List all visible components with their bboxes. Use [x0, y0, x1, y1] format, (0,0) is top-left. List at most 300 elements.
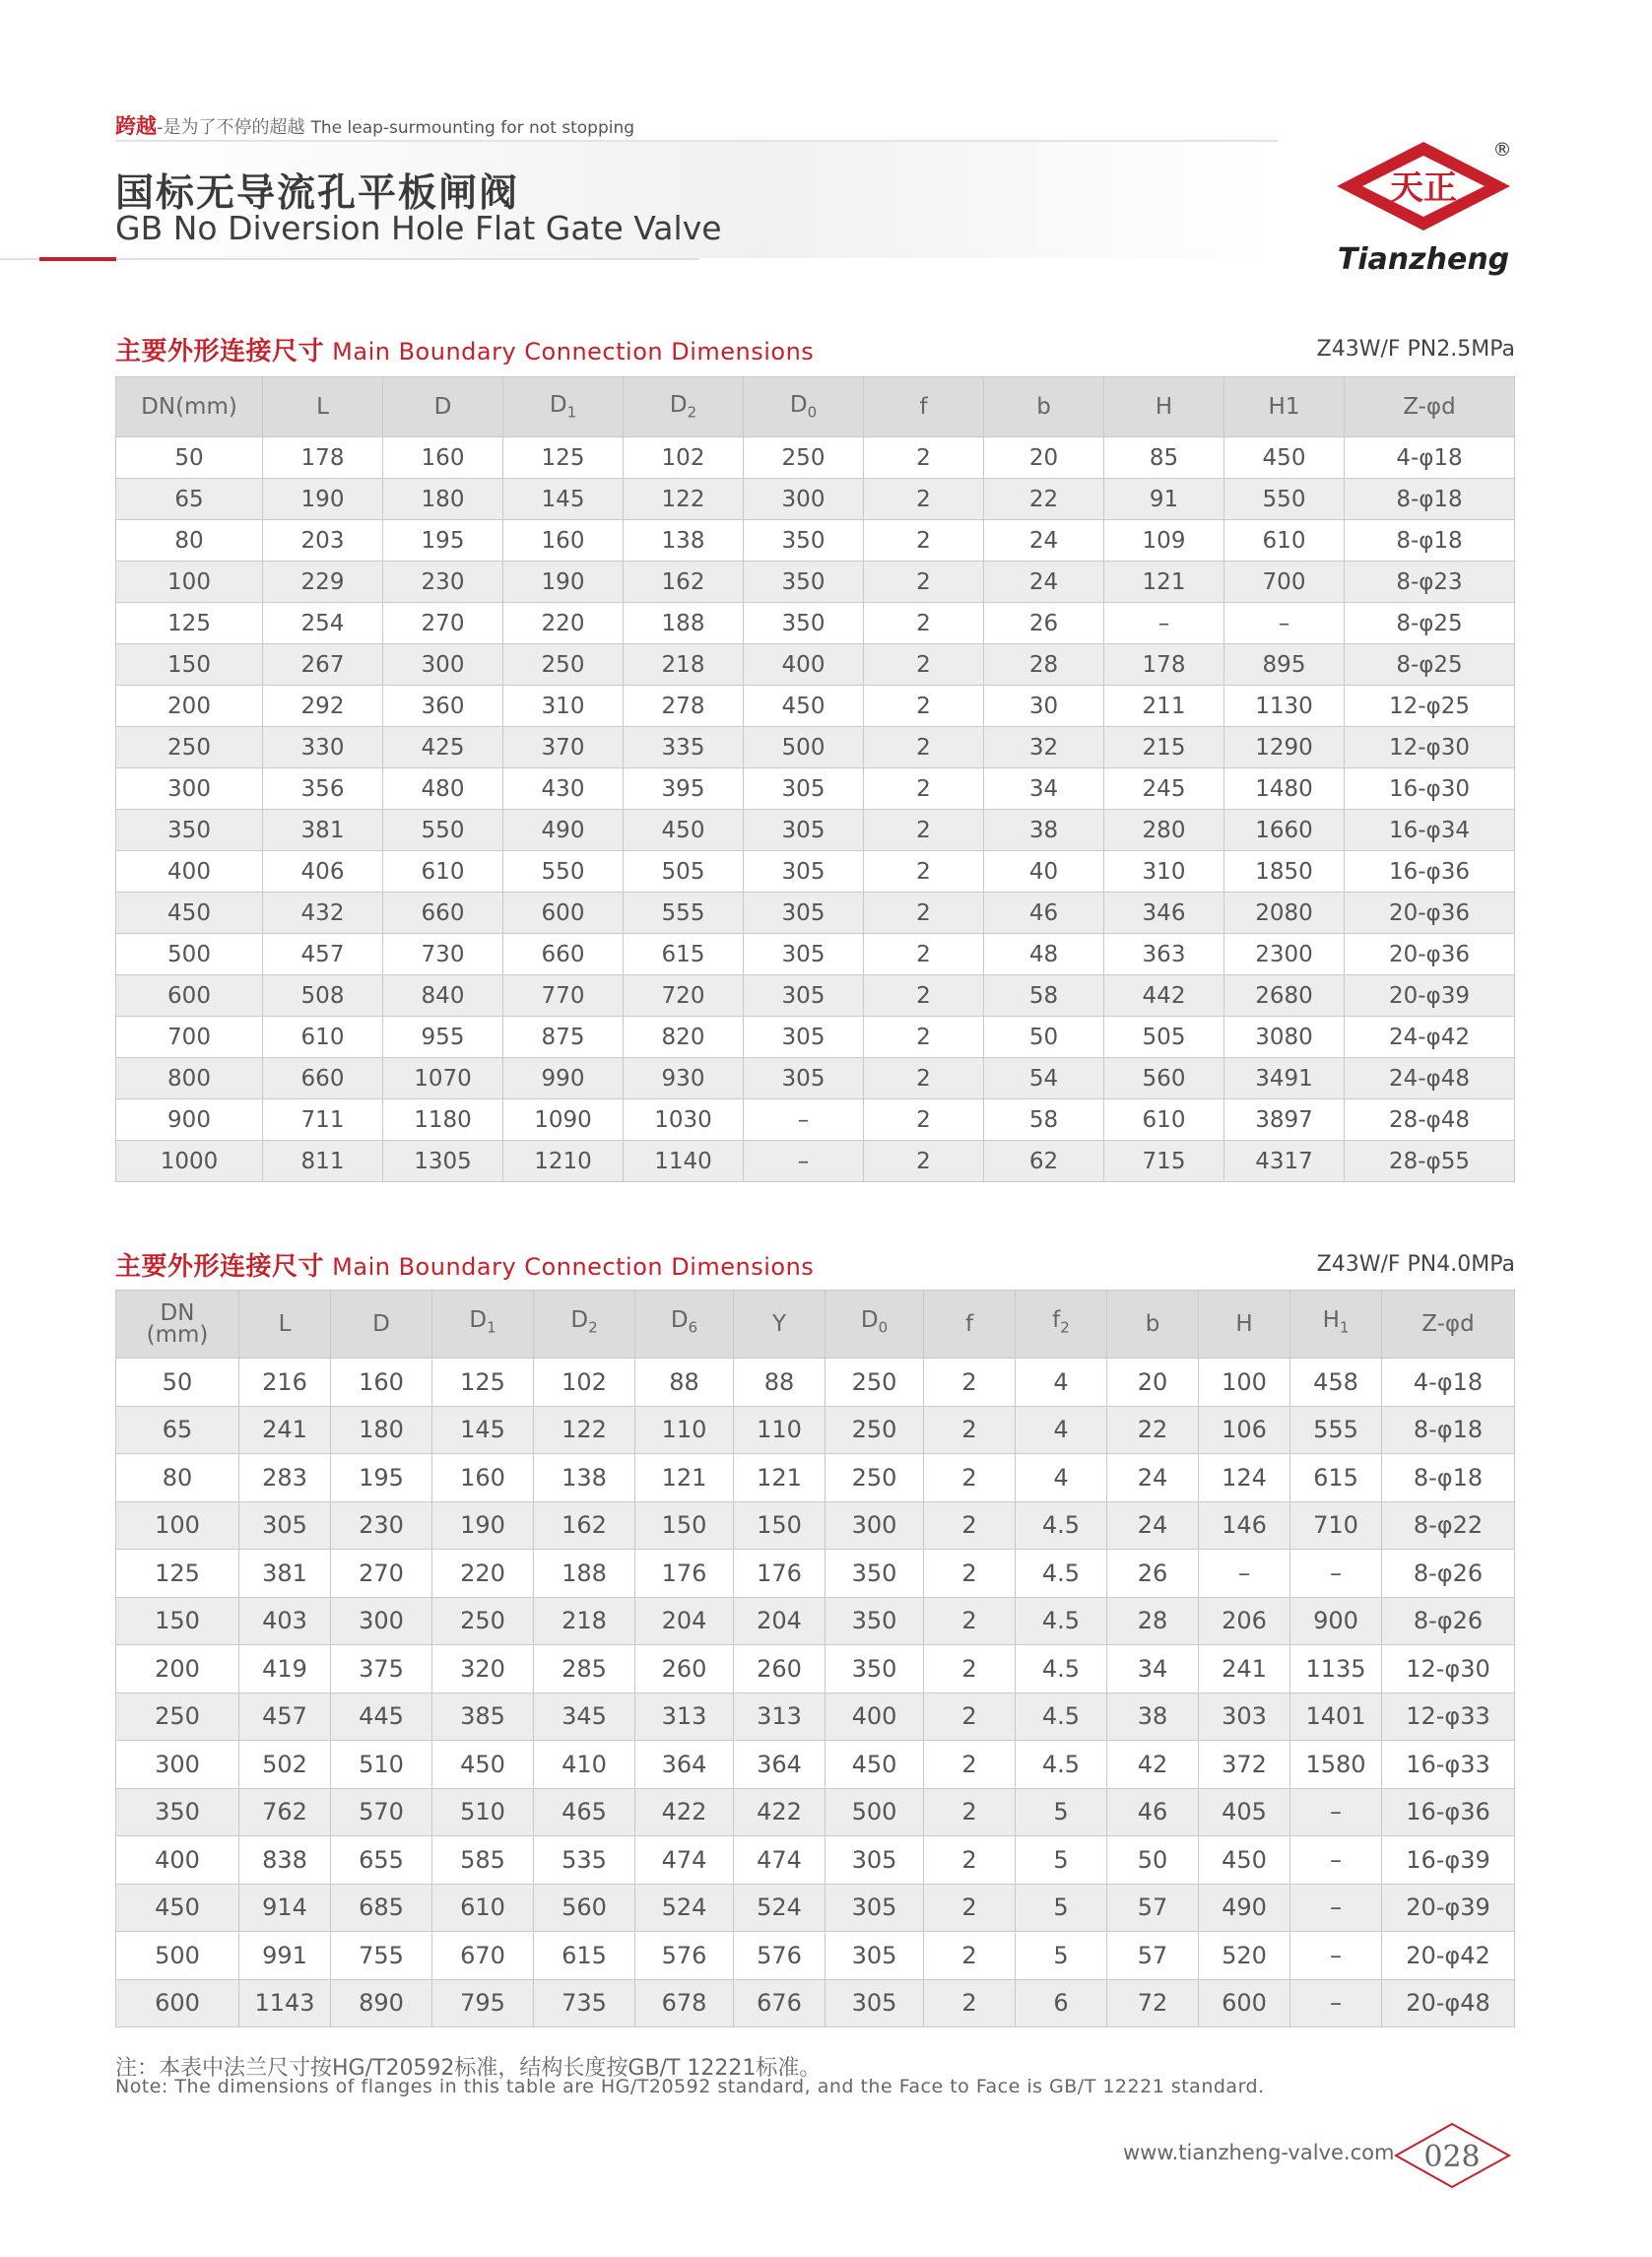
table-cell: 150: [116, 1597, 239, 1645]
table-cell: 610: [1104, 1099, 1224, 1141]
table-cell: 615: [1290, 1454, 1382, 1502]
table-cell: 465: [534, 1788, 635, 1836]
table-cell: 254: [263, 603, 383, 644]
table-cell: 735: [534, 1979, 635, 2027]
table-row: [116, 810, 1515, 851]
table-cell: 615: [624, 934, 744, 975]
table-row: [116, 1099, 1515, 1141]
table-cell: 1030: [624, 1099, 744, 1141]
table-cell: 88: [635, 1359, 734, 1407]
table-cell: 500: [116, 934, 263, 975]
table-cell: 260: [635, 1645, 734, 1693]
table-cell: 8-φ18: [1345, 520, 1515, 562]
table-cell: 313: [734, 1693, 826, 1741]
table-cell: 560: [1104, 1058, 1224, 1099]
column-header-label: D: [670, 1307, 689, 1334]
table-cell: 200: [116, 1645, 239, 1693]
slogan-cn: -是为了不停的超越: [157, 117, 305, 138]
table-cell: 811: [263, 1141, 383, 1182]
table-row: [116, 1550, 1515, 1598]
table-cell: 122: [624, 479, 744, 520]
table-cell: 46: [984, 893, 1104, 934]
table-cell: 450: [1224, 437, 1345, 479]
table-cell: 1580: [1290, 1741, 1382, 1789]
section1-heading: [115, 331, 814, 367]
column-header-subscript: 0: [878, 1318, 889, 1337]
table-cell: 230: [331, 1501, 432, 1550]
table-cell: 125: [116, 1550, 239, 1598]
table-cell: 65: [116, 1406, 239, 1454]
table-cell: 12-φ33: [1382, 1693, 1515, 1741]
table-row: [116, 768, 1515, 810]
table-cell: 615: [534, 1932, 635, 1980]
table-cell: 34: [1107, 1645, 1199, 1693]
table-cell: 660: [503, 934, 624, 975]
table-cell: 16-φ33: [1382, 1741, 1515, 1789]
table-cell: 190: [263, 479, 383, 520]
table-cell: 22: [1107, 1406, 1199, 1454]
table-cell: 458: [1290, 1359, 1382, 1407]
table-cell: 220: [503, 603, 624, 644]
table-cell: 346: [1104, 893, 1224, 934]
table-cell: 4317: [1224, 1141, 1345, 1182]
note-cn: 注：本表中法兰尺寸按HG/T20592标准，结构长度按GB/T 12221标准。: [115, 2056, 822, 2081]
table-cell: 218: [534, 1597, 635, 1645]
table-cell: 895: [1224, 644, 1345, 686]
table-cell: 1480: [1224, 768, 1345, 810]
table-cell: 350: [116, 810, 263, 851]
table-cell: –: [1199, 1550, 1290, 1598]
table-cell: 150: [734, 1501, 826, 1550]
table-cell: 1130: [1224, 686, 1345, 727]
table-cell: 405: [1199, 1788, 1290, 1836]
table-cell: 3080: [1224, 1017, 1345, 1058]
table-cell: 2: [924, 1597, 1016, 1645]
table-cell: 685: [331, 1884, 432, 1932]
column-header-label: D: [433, 394, 452, 420]
table-row: [116, 686, 1515, 727]
table-cell: 2: [924, 1550, 1016, 1598]
table-cell: 241: [239, 1406, 331, 1454]
column-header-label: L: [316, 394, 329, 420]
table-cell: 2: [924, 1406, 1016, 1454]
section2-heading: [115, 1246, 814, 1283]
table-cell: 24: [984, 562, 1104, 603]
table-cell: 303: [1199, 1693, 1290, 1741]
table-cell: 16-φ39: [1382, 1836, 1515, 1885]
table-cell: 5: [1016, 1788, 1107, 1836]
table-cell: 125: [116, 603, 263, 644]
table-cell: 250: [826, 1454, 924, 1502]
table-cell: 524: [635, 1884, 734, 1932]
table-cell: 403: [239, 1597, 331, 1645]
table-cell: 22: [984, 479, 1104, 520]
table-cell: 24: [1107, 1454, 1199, 1502]
table-cell: –: [1290, 1788, 1382, 1836]
column-header-label: H1: [1268, 394, 1300, 420]
table-cell: 711: [263, 1099, 383, 1141]
table-cell: 215: [1104, 727, 1224, 768]
table-cell: 610: [263, 1017, 383, 1058]
table-cell: 160: [331, 1359, 432, 1407]
page-number: 028: [1423, 2140, 1481, 2174]
table-cell: 124: [1199, 1454, 1290, 1502]
column-header: [1199, 1291, 1290, 1359]
table-cell: 203: [263, 520, 383, 562]
table-cell: 406: [263, 851, 383, 893]
column-header-subscript: 1: [487, 1318, 496, 1337]
table-row: [116, 1932, 1515, 1980]
table-cell: 2: [924, 1788, 1016, 1836]
table-cell: 24: [1107, 1501, 1199, 1550]
table-cell: 121: [635, 1454, 734, 1502]
table-cell: 450: [432, 1741, 534, 1789]
table-row: [116, 479, 1515, 520]
table-cell: 2: [924, 1359, 1016, 1407]
table-row: [116, 1017, 1515, 1058]
table-cell: 330: [263, 727, 383, 768]
table-row: [116, 893, 1515, 934]
table-row: [116, 1884, 1515, 1932]
table-cell: 1305: [383, 1141, 503, 1182]
table-cell: 500: [826, 1788, 924, 1836]
table-cell: 54: [984, 1058, 1104, 1099]
table-cell: 190: [432, 1501, 534, 1550]
table-cell: 100: [116, 562, 263, 603]
table-cell: 838: [239, 1836, 331, 1885]
table-cell: 305: [744, 1058, 864, 1099]
table-cell: 676: [734, 1979, 826, 2027]
table-cell: 20-φ39: [1382, 1884, 1515, 1932]
table-cell: 2: [924, 1932, 1016, 1980]
column-header-subscript: 1: [1339, 1318, 1350, 1337]
table-cell: 160: [432, 1454, 534, 1502]
table-cell: 422: [635, 1788, 734, 1836]
table-cell: 2: [864, 934, 984, 975]
table-cell: 2: [864, 893, 984, 934]
table-cell: 8-φ18: [1382, 1406, 1515, 1454]
table-cell: 375: [331, 1645, 432, 1693]
table-cell: 8-φ18: [1382, 1454, 1515, 1502]
table-cell: 48: [984, 934, 1104, 975]
table-cell: 610: [383, 851, 503, 893]
table-cell: 195: [383, 520, 503, 562]
table-cell: 80: [116, 520, 263, 562]
table-cell: 2: [924, 1501, 1016, 1550]
table-cell: 188: [624, 603, 744, 644]
table-cell: 20: [1107, 1359, 1199, 1407]
table-cell: 410: [534, 1741, 635, 1789]
table-cell: 260: [734, 1645, 826, 1693]
table-cell: 38: [984, 810, 1104, 851]
table-cell: 24: [984, 520, 1104, 562]
table-cell: 4-φ18: [1345, 437, 1515, 479]
table-cell: 283: [239, 1454, 331, 1502]
table-cell: 510: [331, 1741, 432, 1789]
table-cell: 600: [116, 975, 263, 1017]
table-cell: 80: [116, 1454, 239, 1502]
table-cell: 1000: [116, 1141, 263, 1182]
table-cell: 50: [1107, 1836, 1199, 1885]
table-cell: 1135: [1290, 1645, 1382, 1693]
table-cell: 110: [734, 1406, 826, 1454]
column-header-label: D: [669, 392, 688, 419]
table-cell: 5: [1016, 1836, 1107, 1885]
table-cell: 3897: [1224, 1099, 1345, 1141]
table-cell: 5: [1016, 1932, 1107, 1980]
table-cell: 442: [1104, 975, 1224, 1017]
table-cell: 160: [503, 520, 624, 562]
table-cell: 300: [826, 1501, 924, 1550]
table-row: [116, 1645, 1515, 1693]
table-cell: 600: [1199, 1979, 1290, 2027]
table-cell: 474: [635, 1836, 734, 1885]
table-cell: 350: [826, 1550, 924, 1598]
table-cell: 26: [984, 603, 1104, 644]
table-cell: 8-φ18: [1345, 479, 1515, 520]
table-cell: 535: [534, 1836, 635, 1885]
table-row: [116, 1693, 1515, 1741]
table-cell: 700: [116, 1017, 263, 1058]
table-cell: 250: [503, 644, 624, 686]
table-cell: 102: [534, 1359, 635, 1407]
column-header-label: b: [1036, 394, 1051, 420]
table-row: [116, 644, 1515, 686]
website-link[interactable]: www.tianzheng-valve.com: [1123, 2141, 1395, 2164]
column-header-label: H: [1155, 394, 1173, 420]
section1-model: Z43W/F PN2.5MPa: [1316, 337, 1515, 362]
table-cell: 450: [826, 1741, 924, 1789]
table-cell: 4.5: [1016, 1550, 1107, 1598]
table-cell: 270: [383, 603, 503, 644]
table-cell: 300: [383, 644, 503, 686]
page-title-cn: 国标无导流孔平板闸阀: [115, 171, 520, 216]
title-accent-bar: [39, 257, 116, 261]
column-header: [1104, 377, 1224, 437]
table-cell: 1660: [1224, 810, 1345, 851]
table-cell: 2: [864, 437, 984, 479]
table-cell: 305: [826, 1884, 924, 1932]
table-cell: 8-φ26: [1382, 1597, 1515, 1645]
table-cell: 457: [263, 934, 383, 975]
table-cell: 230: [383, 562, 503, 603]
column-header: [635, 1291, 734, 1359]
column-header: [826, 1291, 924, 1359]
table-cell: 755: [331, 1932, 432, 1980]
table-cell: 178: [1104, 644, 1224, 686]
slogan-en: The leap-surmounting for not stopping: [310, 118, 635, 138]
table-cell: 12-φ30: [1345, 727, 1515, 768]
table-cell: 138: [534, 1454, 635, 1502]
table-cell: 4.5: [1016, 1501, 1107, 1550]
table-cell: 5: [1016, 1884, 1107, 1932]
table-cell: 350: [744, 603, 864, 644]
table-cell: 610: [1224, 520, 1345, 562]
table-cell: 2: [924, 1836, 1016, 1885]
table-cell: 122: [534, 1406, 635, 1454]
table-cell: 505: [624, 851, 744, 893]
table-cell: 28: [984, 644, 1104, 686]
column-header-label: D: [789, 392, 808, 419]
table-cell: 145: [432, 1406, 534, 1454]
column-header: [744, 377, 864, 437]
table-cell: 345: [534, 1693, 635, 1741]
table-cell: 762: [239, 1788, 331, 1836]
section2-heading-cn: 主要外形连接尺寸: [115, 1252, 325, 1282]
table-cell: 555: [1290, 1406, 1382, 1454]
table-cell: 395: [624, 768, 744, 810]
table-cell: 450: [116, 1884, 239, 1932]
table-cell: 58: [984, 1099, 1104, 1141]
logo-mark: 天正: [1390, 168, 1457, 208]
table-cell: 8-φ22: [1382, 1501, 1515, 1550]
column-header-label: D: [372, 1311, 390, 1337]
table-cell: 710: [1290, 1501, 1382, 1550]
column-header: [1345, 377, 1515, 437]
table-cell: 585: [432, 1836, 534, 1885]
table-cell: 50: [984, 1017, 1104, 1058]
table-cell: 720: [624, 975, 744, 1017]
table-cell: 2: [924, 1454, 1016, 1502]
table-cell: 2680: [1224, 975, 1345, 1017]
table-cell: 24-φ48: [1345, 1058, 1515, 1099]
table-cell: 305: [744, 768, 864, 810]
table-cell: 560: [534, 1884, 635, 1932]
table-row: [116, 603, 1515, 644]
dimension-table-pn40: [115, 1290, 1515, 2027]
table-row: [116, 1597, 1515, 1645]
table-cell: 4.5: [1016, 1645, 1107, 1693]
table-cell: 430: [503, 768, 624, 810]
column-header-label: H: [1322, 1307, 1340, 1334]
table-cell: 2: [864, 851, 984, 893]
brand-logo: [1325, 136, 1527, 284]
table-cell: –: [1290, 1884, 1382, 1932]
table-cell: 305: [826, 1836, 924, 1885]
table-cell: 419: [239, 1645, 331, 1693]
table-cell: 2: [864, 603, 984, 644]
note-en: Note: The dimensions of flanges in this table are HG/T20592 standard, and the Face to Face is GB/T 12221 standard.: [115, 2076, 1265, 2097]
table-cell: 1210: [503, 1141, 624, 1182]
table-cell: 204: [734, 1597, 826, 1645]
table-cell: 4: [1016, 1359, 1107, 1407]
table-cell: 890: [331, 1979, 432, 2027]
table-row: [116, 1836, 1515, 1885]
table-cell: 400: [116, 1836, 239, 1885]
table-cell: 2: [864, 686, 984, 727]
table-cell: 220: [432, 1550, 534, 1598]
table-cell: 2: [864, 975, 984, 1017]
table-cell: 20: [984, 437, 1104, 479]
table-cell: 400: [116, 851, 263, 893]
table-cell: 400: [826, 1693, 924, 1741]
table-cell: 305: [744, 934, 864, 975]
table-cell: 38: [1107, 1693, 1199, 1741]
table-cell: 991: [239, 1932, 331, 1980]
table-cell: 310: [1104, 851, 1224, 893]
column-header-label: f: [919, 394, 928, 420]
table-row: [116, 1979, 1515, 2027]
column-header: [116, 1291, 239, 1359]
table-cell: 335: [624, 727, 744, 768]
table-cell: 292: [263, 686, 383, 727]
table-cell: 150: [116, 644, 263, 686]
table-cell: 62: [984, 1141, 1104, 1182]
table-cell: 350: [744, 562, 864, 603]
table-cell: –: [1290, 1836, 1382, 1885]
table-row: [116, 1788, 1515, 1836]
column-header-label: Z-φd: [1403, 394, 1456, 420]
table-cell: 2300: [1224, 934, 1345, 975]
table-cell: 510: [432, 1788, 534, 1836]
table-row: [116, 1359, 1515, 1407]
slogan: [115, 110, 634, 140]
table-row: [116, 851, 1515, 893]
table-cell: 20-φ36: [1345, 934, 1515, 975]
table-cell: 180: [331, 1406, 432, 1454]
table-cell: 278: [624, 686, 744, 727]
table-cell: 2: [864, 479, 984, 520]
table-cell: 250: [826, 1406, 924, 1454]
table-cell: 12-φ25: [1345, 686, 1515, 727]
table-cell: 24-φ42: [1345, 1017, 1515, 1058]
column-header: [624, 377, 744, 437]
table-cell: 576: [635, 1932, 734, 1980]
table-cell: 1070: [383, 1058, 503, 1099]
table-cell: 4: [1016, 1406, 1107, 1454]
table-cell: 508: [263, 975, 383, 1017]
table-cell: 2: [924, 1741, 1016, 1789]
table-cell: 30: [984, 686, 1104, 727]
table-cell: 450: [1199, 1836, 1290, 1885]
table-cell: 425: [383, 727, 503, 768]
table-cell: 432: [263, 893, 383, 934]
table-cell: 422: [734, 1788, 826, 1836]
table-cell: 715: [1104, 1141, 1224, 1182]
table-cell: 655: [331, 1836, 432, 1885]
table-cell: 16-φ36: [1345, 851, 1515, 893]
table-cell: 840: [383, 975, 503, 1017]
table-cell: 555: [624, 893, 744, 934]
table-cell: 678: [635, 1979, 734, 2027]
table-cell: 20-φ42: [1382, 1932, 1515, 1980]
table-cell: 1140: [624, 1141, 744, 1182]
column-header: [1382, 1291, 1515, 1359]
table-cell: 20-φ36: [1345, 893, 1515, 934]
table-cell: 300: [331, 1597, 432, 1645]
column-header: [331, 1291, 432, 1359]
table-cell: 100: [1199, 1359, 1290, 1407]
table-cell: 385: [432, 1693, 534, 1741]
table-cell: 20-φ48: [1382, 1979, 1515, 2027]
table-cell: 300: [116, 1741, 239, 1789]
column-header-label: D: [860, 1307, 879, 1334]
table-cell: –: [744, 1141, 864, 1182]
table-cell: 46: [1107, 1788, 1199, 1836]
column-header-label: DN(mm): [141, 394, 237, 420]
table-cell: 990: [503, 1058, 624, 1099]
table-cell: 445: [331, 1693, 432, 1741]
table-cell: 2: [864, 1099, 984, 1141]
table-cell: 229: [263, 562, 383, 603]
column-header-subscript: 1: [566, 403, 577, 422]
column-header-subscript: 6: [688, 1318, 698, 1337]
table-cell: 660: [263, 1058, 383, 1099]
table-row: [116, 562, 1515, 603]
table-cell: 250: [744, 437, 864, 479]
table-cell: 88: [734, 1359, 826, 1407]
table-cell: 106: [1199, 1406, 1290, 1454]
